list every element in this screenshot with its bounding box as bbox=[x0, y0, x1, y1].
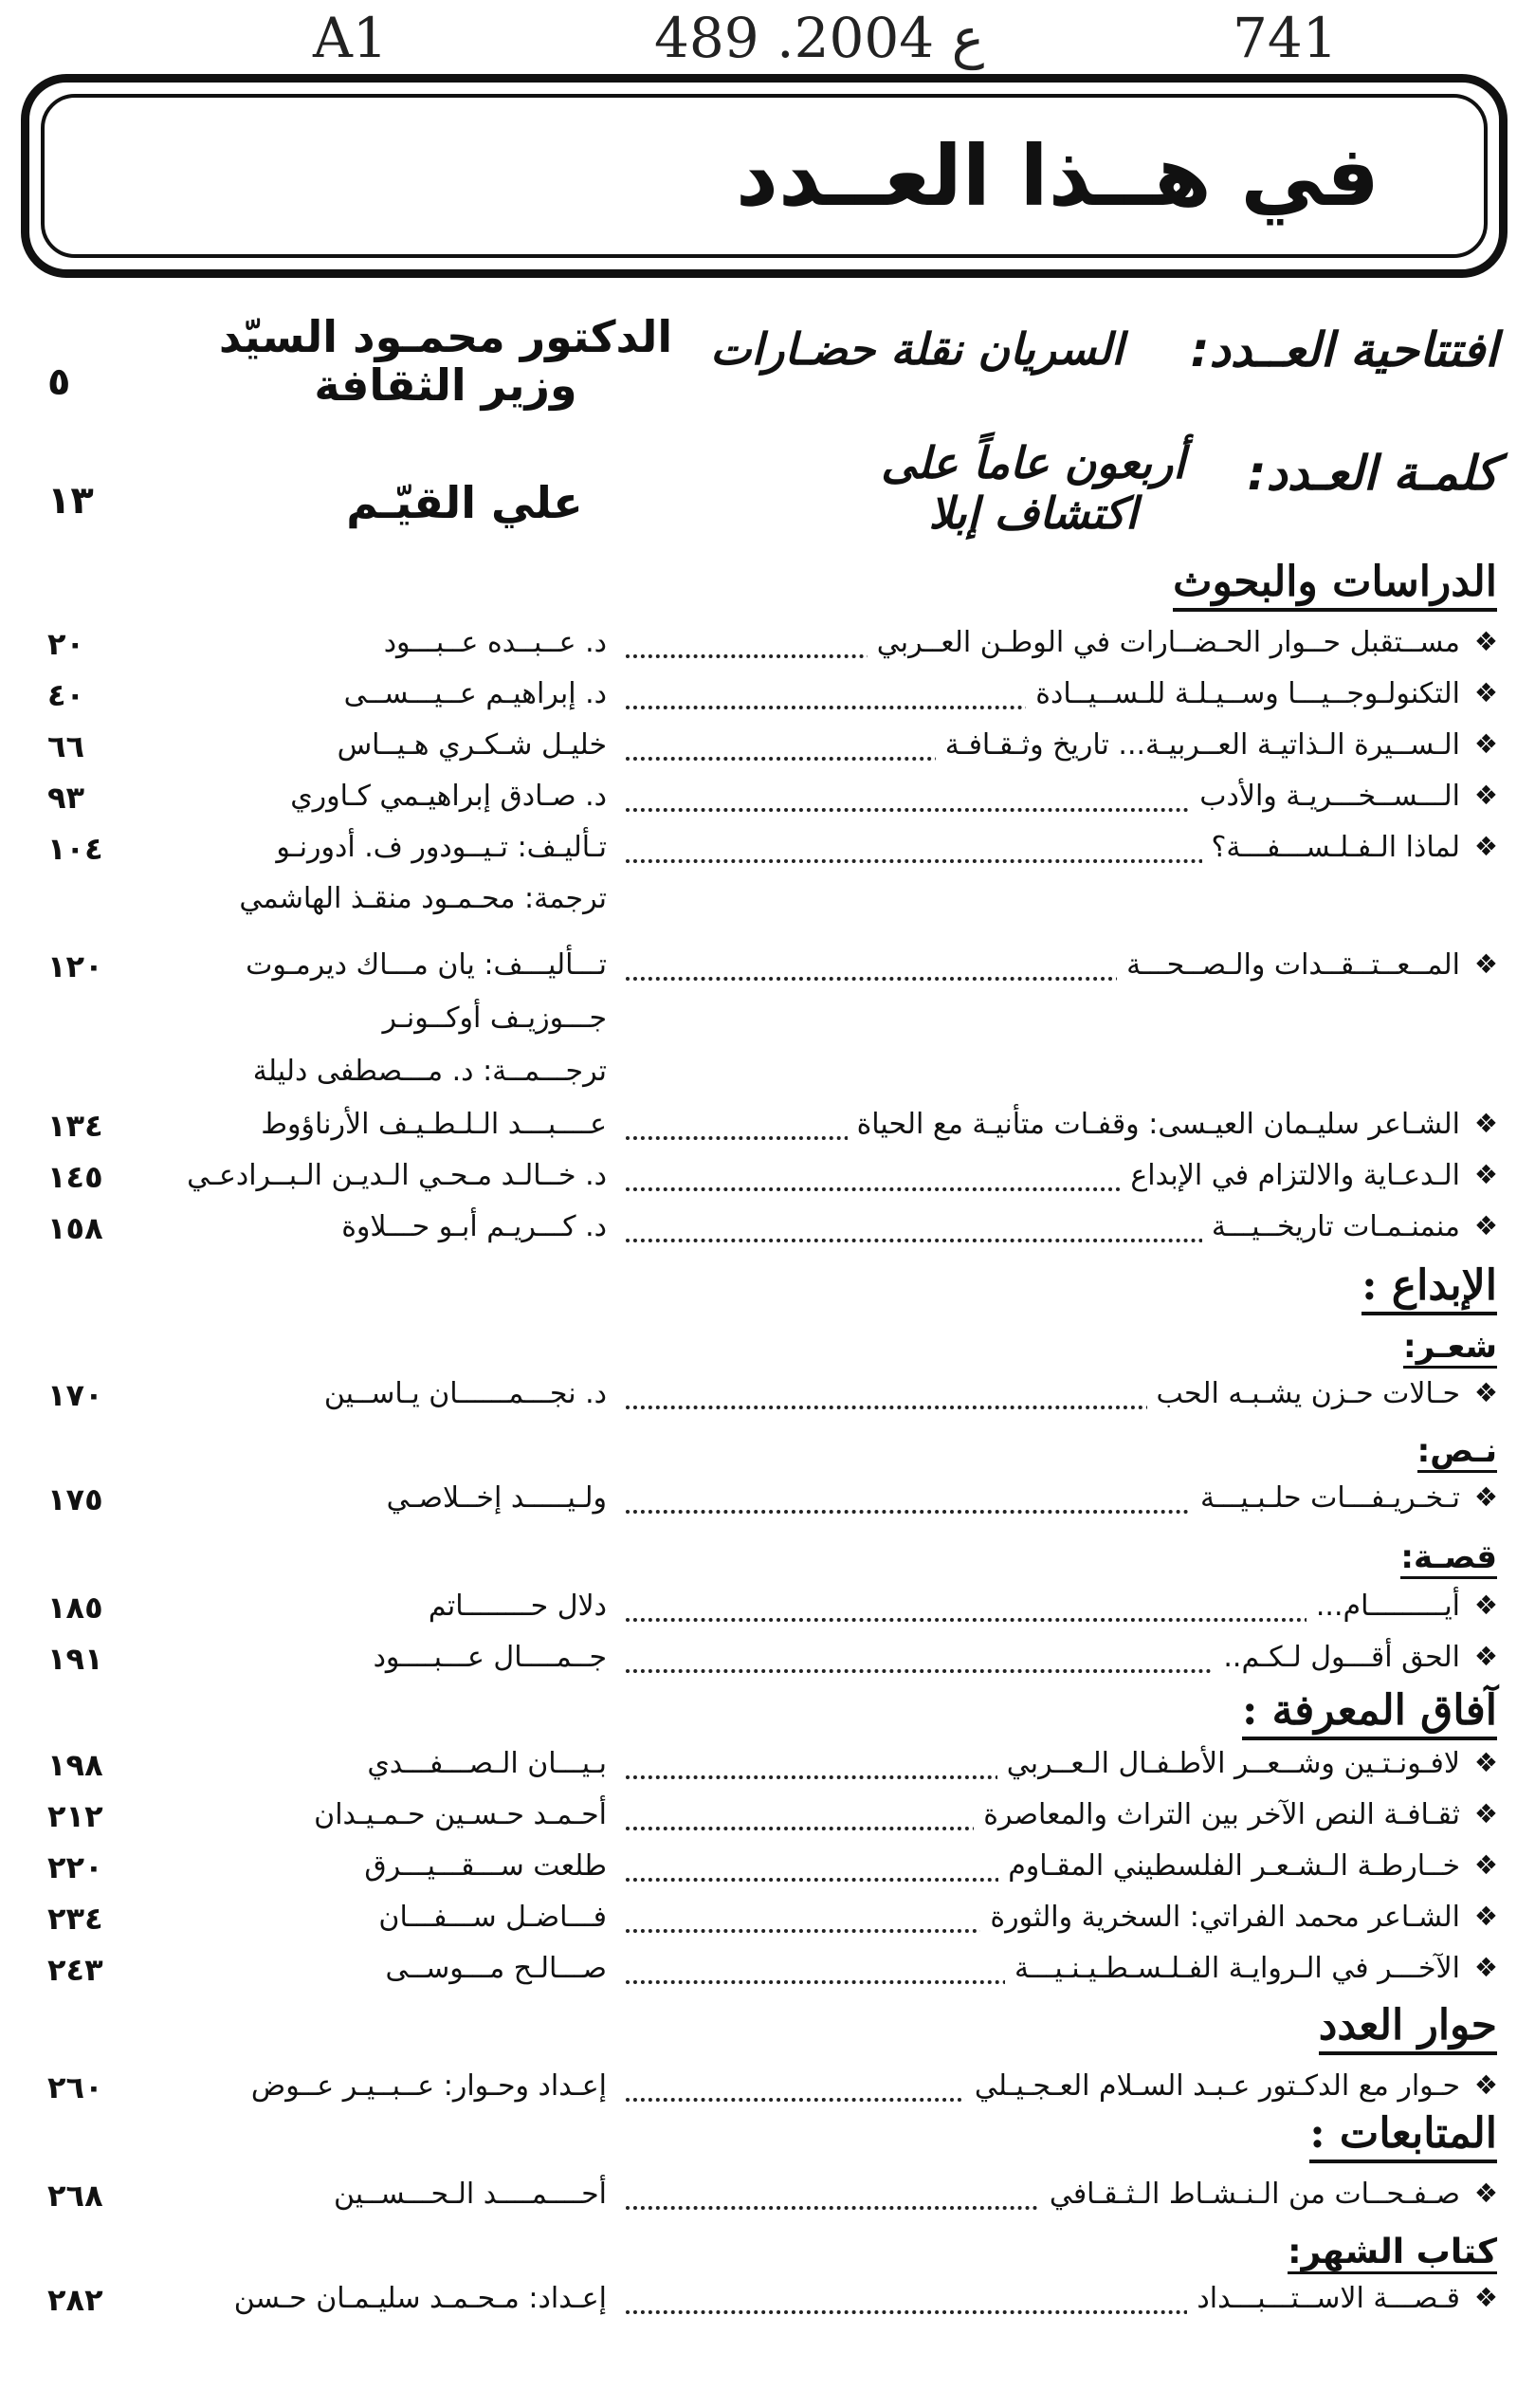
entry-page: ٤٠ bbox=[47, 677, 85, 713]
diamond-bullet-icon: ❖ bbox=[1473, 1849, 1498, 1881]
entry-author: د. خــالـد مـحـي الـديـن الـبــرادعـي bbox=[187, 1159, 607, 1192]
toc-entry[interactable] bbox=[38, 1377, 1498, 1421]
entry-translator: ترجـــمــة: د. مـــصطفى دليلة bbox=[252, 1055, 607, 1088]
entry-title: المــعــتــقــدات والـصــحـــة bbox=[1117, 948, 1460, 982]
section-creativity: الإبداع : bbox=[1361, 1261, 1497, 1315]
issue-word-title-line1: أربعون عاماً على bbox=[881, 437, 1185, 488]
entry-page: ١٩٨ bbox=[47, 1747, 103, 1783]
entry-author: تـأليـف: تـيــودور ف. أدورنـو bbox=[276, 831, 607, 864]
toc-entry[interactable] bbox=[38, 1590, 1498, 1633]
entry-title: لماذا الـفـلـســـفـــة؟ bbox=[1202, 831, 1461, 864]
entry-title: تـخـريـفـــات حلـبـيـــة bbox=[1191, 1481, 1460, 1515]
entry-title: خــارطـة الـشـعـر الفلسطيني المقـاوم bbox=[998, 1849, 1460, 1883]
entry-page: ٢٨٢ bbox=[47, 2282, 103, 2318]
diamond-bullet-icon: ❖ bbox=[1473, 2282, 1498, 2313]
subsection-book: كتاب الشهر: bbox=[1288, 2233, 1497, 2274]
diamond-bullet-icon: ❖ bbox=[1473, 1952, 1498, 1983]
page-title: في هــذا العــدد bbox=[735, 127, 1380, 225]
section-knowledge: آفاق المعرفة : bbox=[1242, 1686, 1497, 1740]
entry-title: منمنـمـات تاريخــيـــة bbox=[1202, 1210, 1460, 1243]
entry-title: أيـــــــــام... bbox=[1307, 1590, 1460, 1623]
diamond-bullet-icon: ❖ bbox=[1473, 1641, 1498, 1672]
entry-page: ٢٢٠ bbox=[47, 1849, 103, 1885]
diamond-bullet-icon: ❖ bbox=[1473, 1747, 1498, 1778]
toc-entry[interactable] bbox=[38, 1747, 1498, 1791]
handwritten-code: A1 bbox=[313, 6, 388, 70]
entry-title: الحق أقـــول لـكـم.. bbox=[1214, 1641, 1460, 1674]
entry-title: الـــســخـــريـة والأدب bbox=[1190, 780, 1460, 813]
diamond-bullet-icon: ❖ bbox=[1473, 1108, 1498, 1139]
subsection-poetry: شعـر: bbox=[1403, 1328, 1497, 1369]
entry-page: ١٥٨ bbox=[47, 1210, 103, 1246]
diamond-bullet-icon: ❖ bbox=[1473, 831, 1498, 862]
entry-page: ٩٣ bbox=[47, 780, 85, 816]
editorial-page: ٥ bbox=[47, 360, 71, 404]
toc-entry[interactable] bbox=[38, 1481, 1498, 1525]
issue-word-label: كلمـة العـدد: bbox=[1247, 446, 1498, 501]
entry-page: ٢٠ bbox=[47, 626, 85, 662]
entry-title: الشـاعر محمد الفراتي: السخرية والثورة bbox=[980, 1901, 1460, 1934]
entry-page: ٦٦ bbox=[47, 728, 85, 764]
subsection-story: قصـة: bbox=[1400, 1538, 1497, 1579]
diamond-bullet-icon: ❖ bbox=[1473, 948, 1498, 980]
diamond-bullet-icon: ❖ bbox=[1473, 1159, 1498, 1190]
entry-author: بـيـــان الـصـــفـــدي bbox=[367, 1747, 607, 1780]
diamond-bullet-icon: ❖ bbox=[1473, 626, 1498, 657]
entry-title: حـوار مع الدكـتور عـبـد السـلام العـجـيـلي bbox=[965, 2069, 1460, 2103]
title-banner bbox=[21, 74, 1508, 278]
toc-entry[interactable] bbox=[38, 2282, 1498, 2325]
entry-title: قـصـــة الاســتـــبـــداد bbox=[1187, 2282, 1460, 2315]
diamond-bullet-icon: ❖ bbox=[1473, 1377, 1498, 1408]
entry-author: ولـيـــــد إخــلاصـي bbox=[386, 1481, 607, 1515]
toc-entry[interactable] bbox=[38, 728, 1498, 772]
handwritten-number: 741 bbox=[1233, 6, 1338, 70]
diamond-bullet-icon: ❖ bbox=[1473, 1901, 1498, 1932]
handwritten-year: 489 .ع 2004 bbox=[654, 6, 985, 70]
entry-author: صـــالـح مـــوســى bbox=[385, 1952, 607, 1985]
issue-word-page: ١٣ bbox=[47, 479, 94, 523]
entry-author: عــــبـــد الـلـطـيـف الأرناؤوط bbox=[261, 1108, 607, 1141]
entry-title: الـدعـاية والالتزام في الإبداع bbox=[1121, 1159, 1460, 1192]
entry-page: ١٧٠ bbox=[47, 1377, 103, 1413]
entry-translator: ترجمة: محـمـود منقـذ الهاشمي bbox=[239, 882, 607, 915]
entry-coauthor: جـــوزيـف أوكــونـر bbox=[382, 1002, 607, 1035]
editorial-author-name: الدكتور محمـود السيّد bbox=[218, 311, 673, 362]
toc-entry[interactable] bbox=[38, 1901, 1498, 1944]
entry-page: ٢٣٤ bbox=[47, 1901, 103, 1937]
entry-title: صـفـحــات من الـنـشـاط الـثـقـافي bbox=[1040, 2178, 1460, 2211]
editorial-label: افتتاحية العــدد: bbox=[1190, 322, 1498, 377]
title-banner-inner bbox=[41, 94, 1488, 258]
entry-title: حـالات حـزن يشـبـه الحب bbox=[1147, 1377, 1460, 1410]
entry-title: لافـونـتـين وشــعــر الأطـفـال الـعــربي bbox=[997, 1747, 1460, 1780]
issue-word-author: علي القيّـم bbox=[346, 477, 583, 528]
entry-author: د. صـادق إبراهيـمي كـاوري bbox=[290, 780, 607, 813]
toc-entry[interactable] bbox=[38, 948, 1498, 992]
entry-title: الـســيرة الـذاتيـة العــربيـة... تاريخ وثـقـافـة bbox=[936, 728, 1460, 762]
diamond-bullet-icon: ❖ bbox=[1473, 780, 1498, 811]
entry-author: د. كـــريـم أبـو حـــلاوة bbox=[341, 1210, 607, 1243]
entry-author: جــمــــال عـــبــــود bbox=[373, 1641, 607, 1674]
entry-author: تـــأليـــف: يان مـــاك ديرمـوت bbox=[246, 948, 607, 982]
entry-author: أحـمـد حـسـين حـمـيـدان bbox=[314, 1798, 607, 1831]
entry-page: ١٨٥ bbox=[47, 1590, 103, 1626]
entry-title: الآخـــر في الـروايـة الفـلـسـطـيـنـيـــة bbox=[1005, 1952, 1460, 1985]
diamond-bullet-icon: ❖ bbox=[1473, 1210, 1498, 1241]
entry-page: ٢٦٨ bbox=[47, 2178, 103, 2214]
diamond-bullet-icon: ❖ bbox=[1473, 1481, 1498, 1513]
editorial-author bbox=[190, 313, 702, 409]
toc-entry[interactable] bbox=[38, 831, 1498, 874]
toc-entry[interactable] bbox=[38, 1952, 1498, 1995]
toc-entry[interactable] bbox=[38, 1798, 1498, 1842]
entry-author: إعـداد: مـحـمـد سليـمـان حـسن bbox=[233, 2282, 607, 2315]
diamond-bullet-icon: ❖ bbox=[1473, 728, 1498, 760]
entry-page: ٢٤٣ bbox=[47, 1952, 103, 1988]
section-followups: المتابعات : bbox=[1309, 2109, 1497, 2163]
toc-entry[interactable] bbox=[38, 1108, 1498, 1151]
toc-entry[interactable] bbox=[38, 2069, 1498, 2113]
entry-page: ١٣٤ bbox=[47, 1108, 103, 1144]
diamond-bullet-icon: ❖ bbox=[1473, 1798, 1498, 1829]
toc-entry[interactable] bbox=[38, 1641, 1498, 1684]
entry-page: ١٠٤ bbox=[47, 831, 103, 867]
diamond-bullet-icon: ❖ bbox=[1473, 2178, 1498, 2209]
diamond-bullet-icon: ❖ bbox=[1473, 677, 1498, 708]
entry-author: إعـداد وحـوار: عــبــيـر عــوض bbox=[250, 2069, 607, 2103]
entry-author: د. عــبــده عــبـــود bbox=[383, 626, 607, 659]
issue-word-title bbox=[881, 438, 1185, 539]
entry-title: ثقـافـة النص الآخر بين التراث والمعاصرة bbox=[974, 1798, 1460, 1831]
toc-entry[interactable] bbox=[38, 1210, 1498, 1254]
entry-page: ١٩١ bbox=[47, 1641, 103, 1677]
entry-title: مســتقبل حــوار الحـضــارات في الوطـن العــربي bbox=[868, 626, 1460, 659]
toc-entry[interactable] bbox=[38, 780, 1498, 823]
entry-author: طلعت ســـقـــيـــرق bbox=[364, 1849, 607, 1883]
toc-entry[interactable] bbox=[38, 2178, 1498, 2221]
entry-author: خليـل شـكـري هـيــاس bbox=[337, 728, 607, 762]
entry-author: د. إبراهيـم عــيـــســى bbox=[343, 677, 607, 710]
toc-entry[interactable] bbox=[38, 677, 1498, 721]
issue-word-title-line2: اكتشاف إبلا bbox=[928, 487, 1138, 539]
entry-author: د. نجـــمــــــان يـاســين bbox=[323, 1377, 607, 1410]
handwritten-catalog-note bbox=[0, 6, 1535, 72]
entry-page: ١٧٥ bbox=[47, 1481, 103, 1517]
editorial-author-role: وزير الثقافة bbox=[314, 358, 577, 411]
toc-entry[interactable] bbox=[38, 626, 1498, 670]
entry-author: دلال حــــــــاتم bbox=[428, 1590, 607, 1623]
entry-page: ٢١٢ bbox=[47, 1798, 103, 1834]
subsection-text: نـص: bbox=[1417, 1432, 1497, 1473]
entry-page: ١٢٠ bbox=[47, 948, 103, 984]
diamond-bullet-icon: ❖ bbox=[1473, 2069, 1498, 2101]
section-interview: حوار العدد bbox=[1319, 2001, 1497, 2055]
editorial-title: السريان نقلة حضـارات bbox=[710, 323, 1124, 375]
entry-title: الشـاعر سليـمان العيـسى: وقفـات متأنيـة مع الحياة bbox=[848, 1108, 1460, 1141]
entry-title: التكنولـوجــيـــا وســيـلـة للـســيــادة bbox=[1026, 677, 1460, 710]
entry-author: أحــــمــــد الـحـــســين bbox=[333, 2178, 607, 2211]
diamond-bullet-icon: ❖ bbox=[1473, 1590, 1498, 1621]
section-studies: الدراسات والبحوث bbox=[1173, 558, 1497, 612]
toc-entry[interactable] bbox=[38, 1159, 1498, 1203]
entry-page: ١٤٥ bbox=[47, 1159, 103, 1195]
toc-entry[interactable] bbox=[38, 1849, 1498, 1893]
entry-author: فـــاضـل ســـفـــان bbox=[378, 1901, 607, 1934]
entry-page: ٢٦٠ bbox=[47, 2069, 103, 2105]
